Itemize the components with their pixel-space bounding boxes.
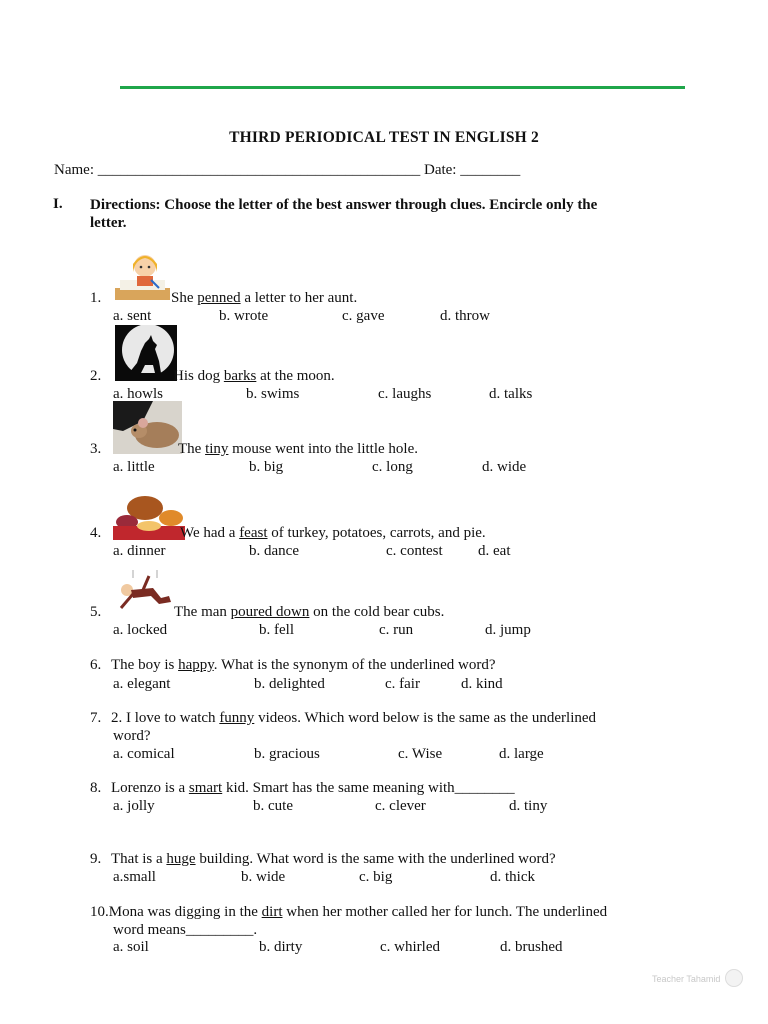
question-1	[90, 290, 357, 307]
choice-a[interactable]: a.small	[113, 869, 156, 885]
question-6	[90, 657, 496, 674]
test-title: THIRD PERIODICAL TEST IN ENGLISH 2	[229, 129, 539, 146]
choice-b[interactable]: b. gracious	[254, 746, 320, 762]
question-text-end: mouse went into the little hole.	[228, 441, 418, 457]
question-8	[90, 780, 515, 797]
question-text-end: . What is the synonym of the underlined word?	[213, 657, 496, 673]
choice-d[interactable]: d. talks	[489, 386, 533, 402]
question-text-end: of turkey, potatoes, carrots, and pie.	[267, 525, 486, 541]
underlined-word: feast	[239, 525, 268, 541]
question-text: The boy is	[111, 657, 179, 673]
question-number: 8.	[90, 780, 102, 796]
underlined-word: huge	[166, 851, 196, 867]
choice-c[interactable]: c. long	[372, 459, 413, 475]
choice-b[interactable]: b. fell	[259, 622, 294, 638]
choice-b[interactable]: b. wrote	[219, 308, 269, 324]
choice-c[interactable]: c. Wise	[398, 746, 443, 762]
choice-c[interactable]: c. run	[379, 622, 414, 638]
question-number: 1.	[90, 290, 102, 306]
question-text-end: kid. Smart has the same meaning with________	[222, 780, 515, 796]
question-4	[90, 525, 486, 542]
choice-c[interactable]: c. gave	[342, 308, 385, 324]
choice-b[interactable]: b. delighted	[254, 676, 325, 692]
date-field[interactable]: ________	[460, 162, 521, 178]
choice-d[interactable]: d. wide	[482, 459, 527, 475]
question-number: 4.	[90, 525, 102, 541]
question-text: 2. I love to watch	[111, 710, 220, 726]
choice-c[interactable]: c. contest	[386, 543, 443, 559]
choice-b[interactable]: b. dirty	[259, 939, 303, 955]
question-text-end: building. What word is the same with the underlined word?	[195, 851, 556, 867]
question-text-end: on the cold bear cubs.	[309, 604, 445, 620]
choice-d[interactable]: d. large	[499, 746, 544, 762]
choice-d[interactable]: d. eat	[478, 543, 511, 559]
choice-a[interactable]: a. dinner	[113, 543, 166, 559]
choice-d[interactable]: d. brushed	[500, 939, 563, 955]
question-5	[90, 604, 444, 621]
choice-b[interactable]: b. cute	[253, 798, 293, 814]
underlined-word: happy	[178, 657, 214, 673]
question-text: We had a	[180, 525, 240, 541]
choice-d[interactable]: d. jump	[485, 622, 531, 638]
question-text: His dog	[173, 368, 224, 384]
directions	[90, 196, 690, 232]
name-label: Name:	[54, 162, 94, 178]
header-rule	[120, 86, 685, 89]
question-number: 2.	[90, 368, 102, 384]
choice-a[interactable]: a. sent	[113, 308, 152, 324]
choice-a[interactable]: a. locked	[113, 622, 168, 638]
name-date-row	[54, 162, 520, 179]
question-number: 5.	[90, 604, 102, 620]
choice-b[interactable]: b. wide	[241, 869, 286, 885]
question-text: The	[178, 441, 206, 457]
question-7-line-2: word?	[113, 728, 151, 744]
underlined-word: funny	[219, 710, 255, 726]
choice-b[interactable]: b. swims	[246, 386, 300, 402]
question-text: She	[171, 290, 198, 306]
question-number: 7.	[90, 710, 102, 726]
question-3	[90, 441, 418, 458]
smiley-icon	[725, 969, 743, 987]
underlined-word: penned	[197, 290, 241, 306]
question-text: Lorenzo is a	[111, 780, 189, 796]
choice-a[interactable]: a. soil	[113, 939, 149, 955]
choice-d[interactable]: d. kind	[461, 676, 503, 692]
choice-a[interactable]: a. jolly	[113, 798, 155, 814]
question-number: 3.	[90, 441, 102, 457]
choice-c[interactable]: c. whirled	[380, 939, 440, 955]
underlined-word: smart	[188, 780, 223, 796]
choice-a[interactable]: a. comical	[113, 746, 175, 762]
question-text: That is a	[111, 851, 167, 867]
underlined-word: poured down	[230, 604, 310, 620]
question-number: 10.	[90, 904, 109, 920]
choice-b[interactable]: b. dance	[249, 543, 299, 559]
choice-a[interactable]: a. elegant	[113, 676, 171, 692]
name-field[interactable]: ___________________________________________	[97, 162, 421, 178]
choice-c[interactable]: c. clever	[375, 798, 426, 814]
underlined-word: barks	[223, 368, 257, 384]
question-7	[90, 710, 596, 727]
choice-d[interactable]: d. tiny	[509, 798, 548, 814]
underlined-word: tiny	[205, 441, 229, 457]
question-text-end: at the moon.	[256, 368, 335, 384]
question-text: The man	[174, 604, 231, 620]
question-text-end: a letter to her aunt.	[240, 290, 358, 306]
question-text-end: videos. Which word below is the same as the underlined	[254, 710, 597, 726]
question-text-end: when her mother called her for lunch. The underlined	[282, 904, 608, 920]
choice-a[interactable]: a. little	[113, 459, 155, 475]
question-2	[90, 368, 335, 385]
question-number: 6.	[90, 657, 102, 673]
directions-line-2: letter.	[90, 215, 127, 231]
choice-b[interactable]: b. big	[249, 459, 284, 475]
question-10-line-2: word means_________.	[113, 922, 258, 938]
choice-c[interactable]: c. big	[359, 869, 393, 885]
question-9	[90, 851, 556, 868]
question-text: Mona was digging in the	[108, 904, 262, 920]
watermark: Teacher Tahamid	[652, 974, 721, 984]
question-10	[90, 904, 607, 921]
date-label: Date:	[423, 162, 457, 178]
choice-c[interactable]: c. fair	[385, 676, 420, 692]
question-number: 9.	[90, 851, 102, 867]
section-numeral: I.	[53, 196, 63, 212]
choice-c[interactable]: c. laughs	[378, 386, 432, 402]
underlined-word: dirt	[261, 904, 283, 920]
choice-d[interactable]: d. thick	[490, 869, 535, 885]
directions-line-1: Directions: Choose the letter of the best answer through clues. Encircle only the	[90, 197, 598, 213]
choice-a[interactable]: a. howls	[113, 386, 163, 402]
choice-d[interactable]: d. throw	[440, 308, 490, 324]
